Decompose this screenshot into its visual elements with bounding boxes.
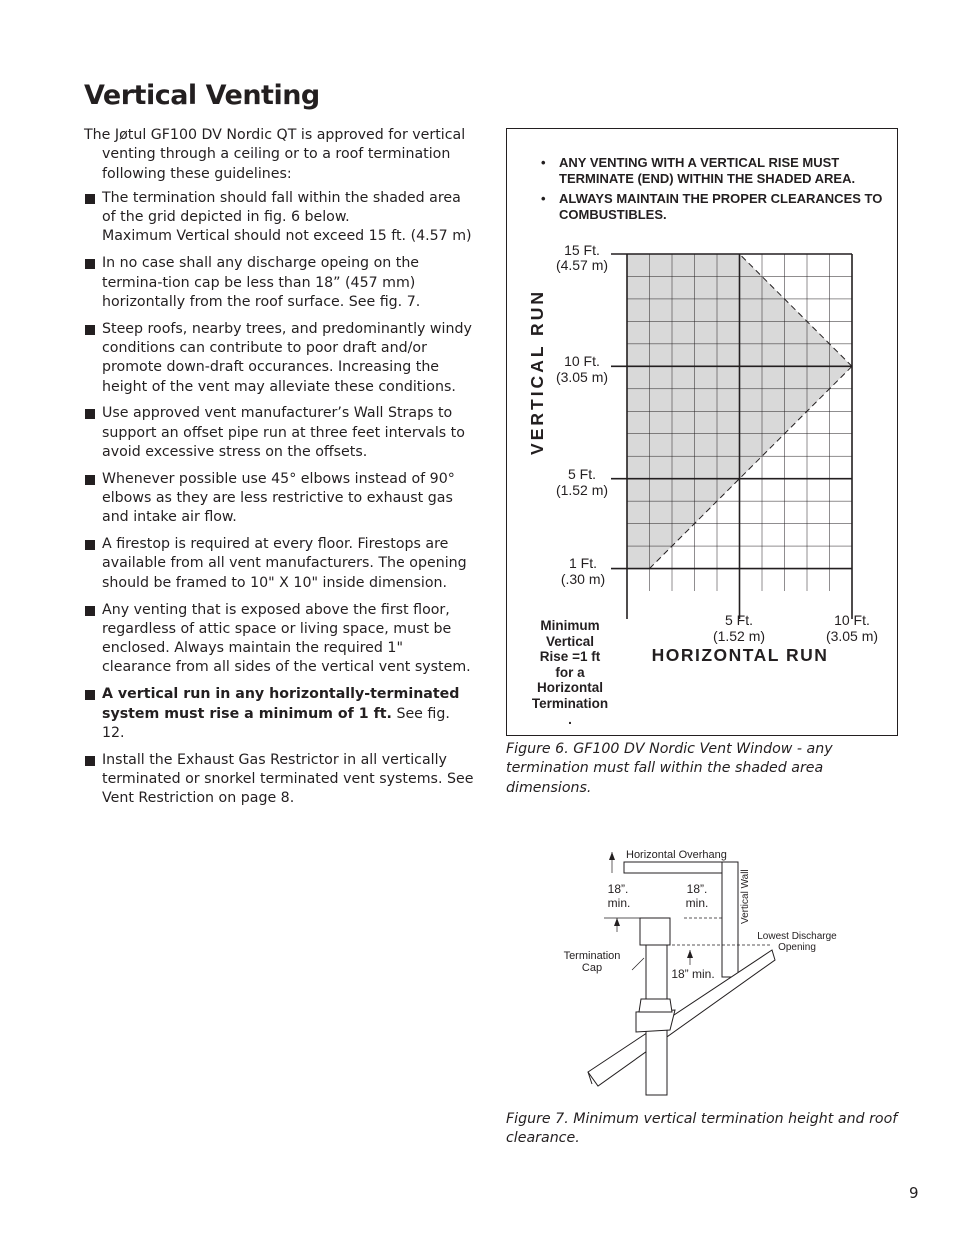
x-tick-label-m: (3.05 m): [825, 628, 879, 644]
minimum-rise-line: for a: [555, 664, 585, 680]
figure-7-caption: Figure 7. Minimum vertical termination height and roof clearance.: [506, 1111, 898, 1147]
guideline-text: Whenever possible use 45° elbows instead of 90° elbows as they are less restrictive to exhaust gas and intake air flow.: [102, 470, 455, 526]
guideline-text: Any venting that is exposed above the first floor, regardless of attic space or living space, must be enclosed. Always maintain the required 1" clearance from all sides of the vertical vent system.: [102, 601, 471, 676]
y-tick-label-m: (.30 m): [560, 571, 606, 587]
guideline-text: In no case shall any discharge opeing on the termina-tion cap be less than 18” (457 mm) horizontally from the roof surface. See fig. 7.: [102, 255, 421, 310]
x-tick-label-ft: 10 Ft.: [834, 612, 870, 628]
guideline-item: [84, 535, 474, 593]
page-title: Vertical Venting: [84, 80, 320, 111]
warning-note-text: ANY VENTING WITH A VERTICAL RISE MUST TERMINATE (END) WITHIN THE SHADED AREA.: [559, 155, 856, 186]
guideline-text: The termination should fall within the shaded area of the grid depicted in fig. 6 below.: [102, 189, 461, 226]
cap-label: Termination: [563, 950, 621, 962]
guideline-item: [84, 685, 474, 743]
intro-paragraph: The Jøtul GF100 DV Nordic QT is approved for vertical venting through a ceiling or to a roof termination following these guidelines:: [84, 127, 466, 182]
storm-collar: [639, 999, 672, 1012]
page-number: 9: [909, 1184, 919, 1202]
square-bullet-icon: [85, 325, 95, 335]
bullet-dot-icon: •: [541, 155, 546, 170]
square-bullet-icon: [85, 259, 95, 269]
termination-clearance-diagram: [556, 840, 856, 1105]
right-clearance-label: min.: [685, 896, 709, 910]
y-tick-label-m: (4.57 m): [555, 257, 609, 273]
guidelines-column: [84, 126, 474, 816]
termination-cap: [640, 918, 670, 945]
wall-label: Vertical Wall: [740, 869, 751, 924]
vertical-wall: [722, 862, 738, 977]
minimum-rise-line: Termination: [531, 695, 609, 711]
y-tick-label-ft: 10 Ft.: [564, 353, 600, 369]
guideline-text: Install the Exhaust Gas Restrictor in all vertically terminated or snorkel terminated vent systems. See Vent Restriction on page 8.: [102, 751, 474, 807]
horizontal-overhang: [624, 862, 738, 873]
left-clearance-label: 18”.: [607, 882, 629, 896]
warning-note-text: ALWAYS MAINTAIN THE PROPER CLEARANCES TO COMBUSTIBLES.: [559, 191, 883, 222]
y-tick-label-ft: 1 Ft.: [568, 555, 598, 571]
x-tick-label-m: (1.52 m): [712, 628, 766, 644]
guideline-text: A firestop is required at every floor. Firestops are available from all vent manufacturers. The opening should be framed to 10" X 10" inside dimension.: [102, 536, 467, 591]
guideline-bold-text: A vertical run in any horizontally-terminated system must rise a minimum of 1 ft.: [102, 686, 460, 722]
guideline-item: [84, 470, 474, 528]
minimum-rise-line: Vertical: [545, 633, 595, 649]
guideline-item: [84, 320, 474, 397]
guideline-item: [84, 751, 474, 809]
minimum-rise-line: Rise =1 ft: [539, 649, 601, 665]
discharge-label: Lowest Discharge: [757, 931, 837, 942]
bullet-dot-icon: •: [541, 191, 546, 206]
guideline-item: [84, 254, 474, 312]
guideline-text: Use approved vent manufacturer’s Wall Straps to support an offset pipe run at three feet intervals to avoid excessive stress on the offsets.: [102, 405, 465, 460]
guideline-item: [84, 404, 474, 462]
minimum-rise-line: Horizontal: [537, 680, 603, 696]
cap-label: Cap: [581, 962, 603, 974]
guideline-text: Steep roofs, nearby trees, and predominantly windy conditions can contribute to poor draft and/or promote down-draft occurances. Increasing the height of the vent may alleviate these conditions.: [102, 320, 472, 395]
y-tick-label-m: (3.05 m): [555, 369, 609, 385]
square-bullet-icon: [85, 756, 95, 766]
roof-clearance-label: 18” min.: [671, 967, 715, 981]
minimum-rise-note: [525, 618, 615, 727]
x-axis-title: HORIZONTAL RUN: [651, 645, 829, 665]
y-tick-label-ft: 15 Ft.: [564, 242, 600, 258]
right-clearance-label: 18”.: [686, 882, 708, 896]
minimum-rise-line: .: [568, 711, 572, 727]
y-tick-label-ft: 5 Ft.: [567, 466, 597, 482]
roof-flashing: [636, 1010, 675, 1032]
guideline-item: [84, 601, 474, 678]
figure-6-caption: Figure 6. GF100 DV Nordic Vent Window - any termination must fall within the shaded area dimensions.: [506, 741, 833, 796]
minimum-rise-line: Minimum: [540, 618, 600, 633]
square-bullet-icon: [85, 475, 95, 485]
guideline-text: See fig. 12.: [102, 705, 450, 741]
y-tick-label-m: (1.52 m): [555, 482, 609, 498]
discharge-label: Opening: [778, 942, 816, 953]
left-clearance-label: min.: [607, 896, 631, 910]
guideline-item: [84, 189, 474, 247]
overhang-label: Horizontal Overhang: [626, 849, 727, 861]
square-bullet-icon: [85, 409, 95, 419]
square-bullet-icon: [85, 690, 95, 700]
x-tick-label-ft: 5 Ft.: [724, 612, 754, 628]
square-bullet-icon: [85, 540, 95, 550]
vent-window-figure: [506, 128, 898, 736]
guideline-text: Maximum Vertical should not exceed 15 ft. (4.57 m): [102, 228, 472, 245]
y-axis-title: VERTICAL RUN: [527, 289, 547, 455]
square-bullet-icon: [85, 606, 95, 616]
chart-grid: [611, 254, 852, 619]
square-bullet-icon: [85, 194, 95, 204]
